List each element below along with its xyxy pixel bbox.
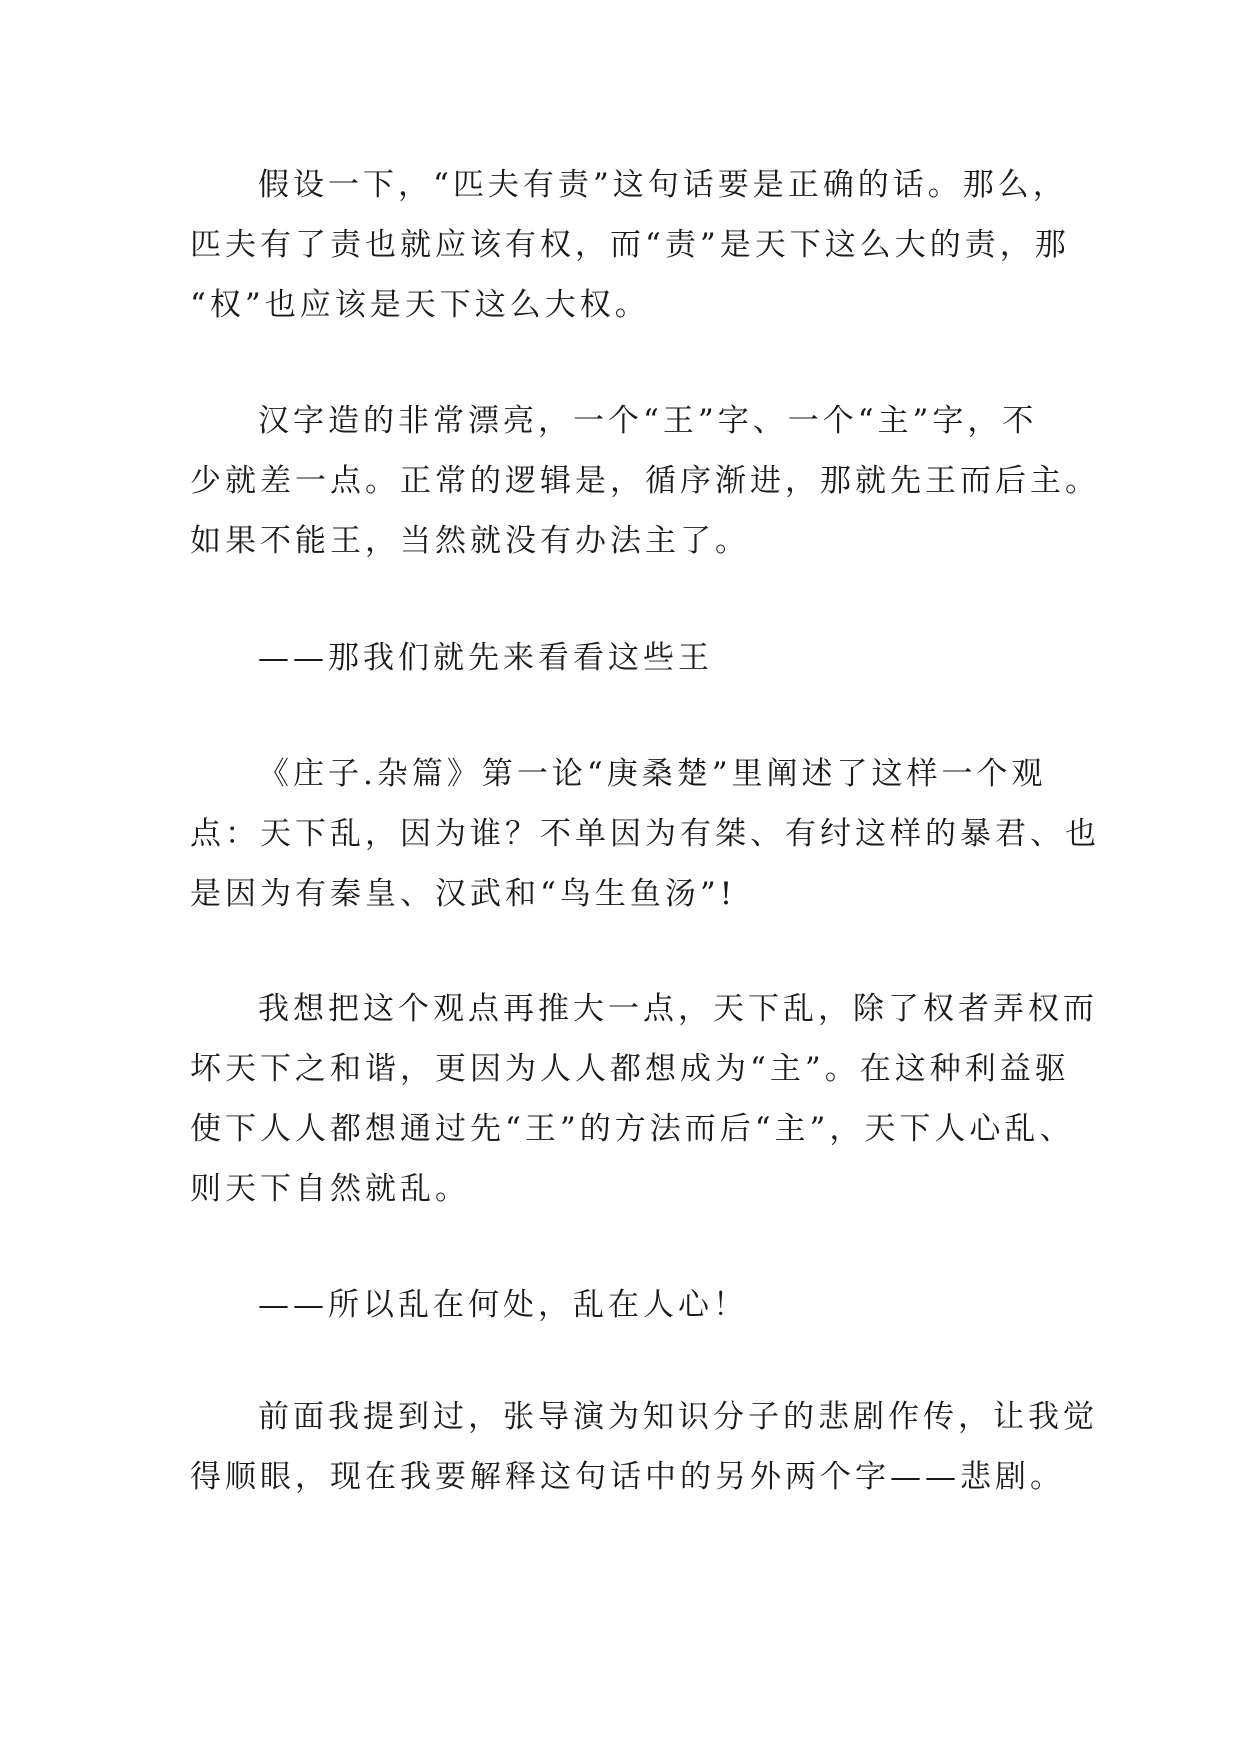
paragraph-4-line-3: 是因为有秦皇、汉武和“鸟生鱼汤”! xyxy=(190,876,737,912)
paragraph-2-line-3: 如果不能王，当然就没有办法主了。 xyxy=(190,523,750,559)
paragraph-5-line-1: 我想把这个观点再推大一点，天下乱，除了权者弄权而 xyxy=(258,991,1098,1027)
paragraph-5-line-3: 使下人人都想通过先“王”的方法而后“主”，天下人心乱、 xyxy=(190,1111,1075,1147)
paragraph-1 xyxy=(190,155,1070,335)
paragraph-4 xyxy=(190,744,1100,924)
paragraph-1-line-3: “权”也应该是天下这么大权。 xyxy=(190,287,650,323)
paragraph-7-line-2: 得顺眼，现在我要解释这句话中的另外两个字——悲剧。 xyxy=(190,1459,1065,1495)
paragraph-2-line-2: 少就差一点。正常的逻辑是，循序渐进，那就先王而后主。 xyxy=(190,463,1100,499)
paragraph-6-line-1: ——所以乱在何处，乱在人心！ xyxy=(258,1287,748,1323)
paragraph-3-line-1: ——那我们就先来看看这些王 xyxy=(258,640,713,676)
paragraph-2 xyxy=(190,391,1100,571)
paragraph-4-line-2: 点：天下乱，因为谁？不单因为有桀、有纣这样的暴君、也 xyxy=(190,816,1100,852)
paragraph-4-line-1: 《庄子.杂篇》第一论“庚桑楚”里阐述了这样一个观 xyxy=(258,756,1047,792)
paragraph-1-line-2: 匹夫有了责也就应该有权，而“责”是天下这么大的责，那 xyxy=(190,227,1070,263)
paragraph-6 xyxy=(190,1275,1070,1335)
paragraph-5-line-4: 则天下自然就乱。 xyxy=(190,1171,470,1207)
paragraph-1-line-1: 假设一下，“匹夫有责”这句话要是正确的话。那么， xyxy=(258,167,1068,203)
paragraph-5-line-2: 坏天下之和谐，更因为人人都想成为“主”。在这种利益驱 xyxy=(190,1051,1070,1087)
paragraph-7 xyxy=(190,1387,1098,1507)
paragraph-2-line-1: 汉字造的非常漂亮，一个“王”字、一个“主”字，不 xyxy=(258,403,1038,439)
paragraph-7-line-1: 前面我提到过，张导演为知识分子的悲剧作传，让我觉 xyxy=(258,1399,1098,1435)
paragraph-5 xyxy=(190,979,1098,1219)
paragraph-3 xyxy=(190,628,1070,688)
